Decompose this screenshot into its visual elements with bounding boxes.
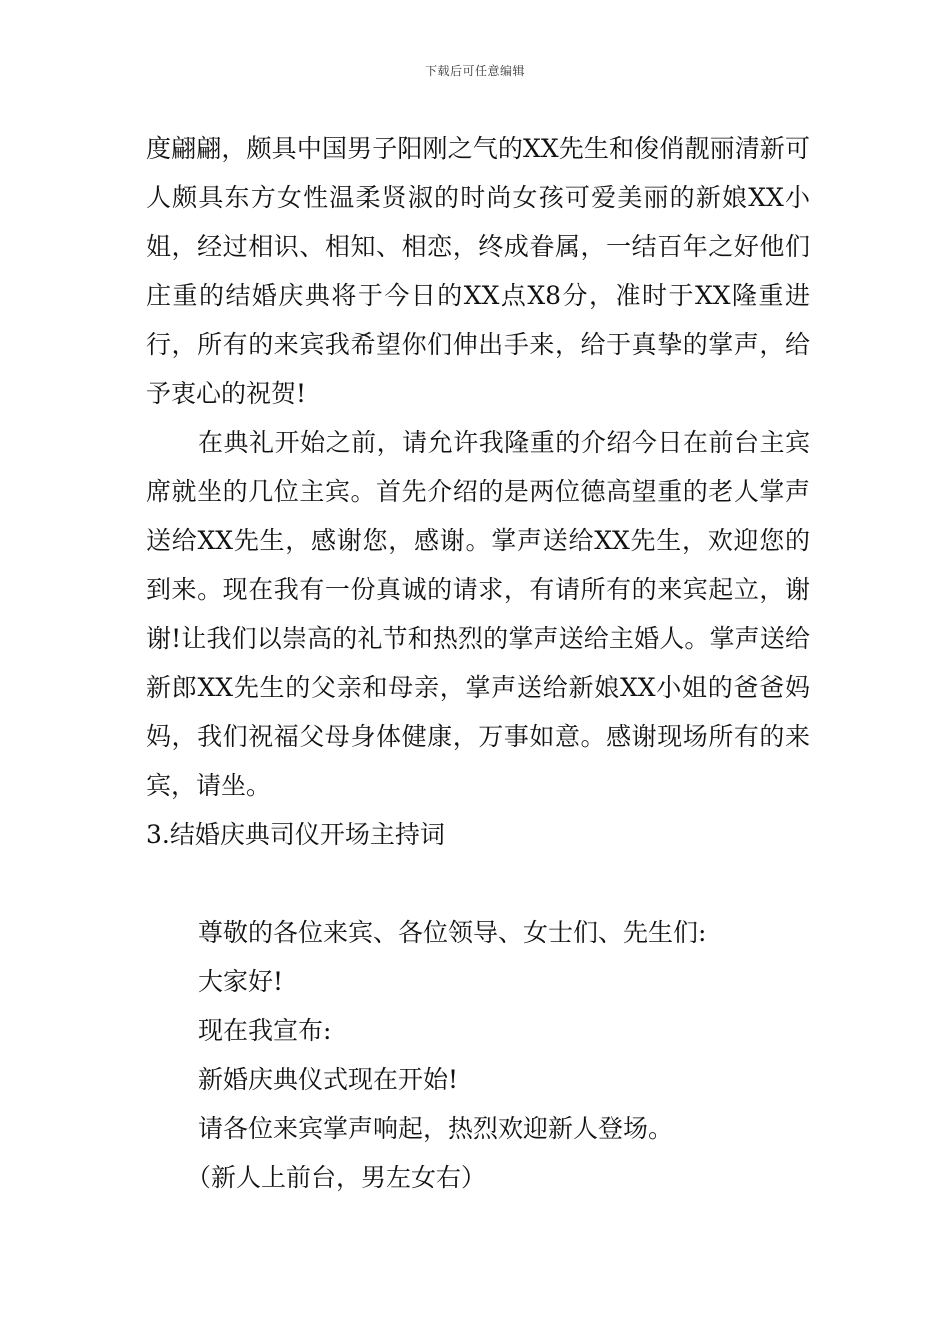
blank-line [146,859,810,908]
speech-line-start: 新婚庆典仪式现在开始! [198,1065,459,1094]
stage-direction: （新人上前台，男左女右） [186,1163,487,1192]
paragraph-guests-introduction: 在典礼开始之前，请允许我隆重的介绍今日在前台主宾席就坐的几位主宾。首先介绍的是两位德高望重的老人掌声送给XX先生，感谢您，感谢。掌声送给XX先生，欢迎您的到来。现在我有一份真诚的请求，有请所有的来宾起立，谢谢!让我们以崇高的礼节和热烈的掌声送给主婚人。掌声送给新郎XX先生的父亲和母亲，掌声送给新娘XX小姐的爸爸妈妈，我们祝福父母身体健康，万事如意。感谢现场所有的来宾，请坐。 [146,428,810,800]
speech-line-greeting: 尊敬的各位来宾、各位领导、女士们、先生们: [198,918,707,947]
page-header: 下载后可任意编辑 [424,64,525,78]
speech-line-welcome: 请各位来宾掌声响起，热烈欢迎新人登场。 [198,1114,674,1143]
speech-line-announce: 现在我宣布: [198,1016,332,1045]
section-heading: 3.结婚庆典司仪开场主持词 [146,820,445,849]
document-body [146,124,810,1202]
speech-line-hello: 大家好! [198,967,284,996]
paragraph-intro-continued: 度翩翩，颇具中国男子阳刚之气的XX先生和俊俏靓丽清新可人颇具东方女性温柔贤淑的时尚女孩可爱美丽的新娘XX小姐，经过相识、相知、相恋，终成眷属，一结百年之好他们庄重的结婚庆典将于今日的XX点X8分，准时于XX隆重进行，所有的来宾我希望你们伸出手来，给于真挚的掌声，给予衷心的祝贺! [146,134,810,408]
